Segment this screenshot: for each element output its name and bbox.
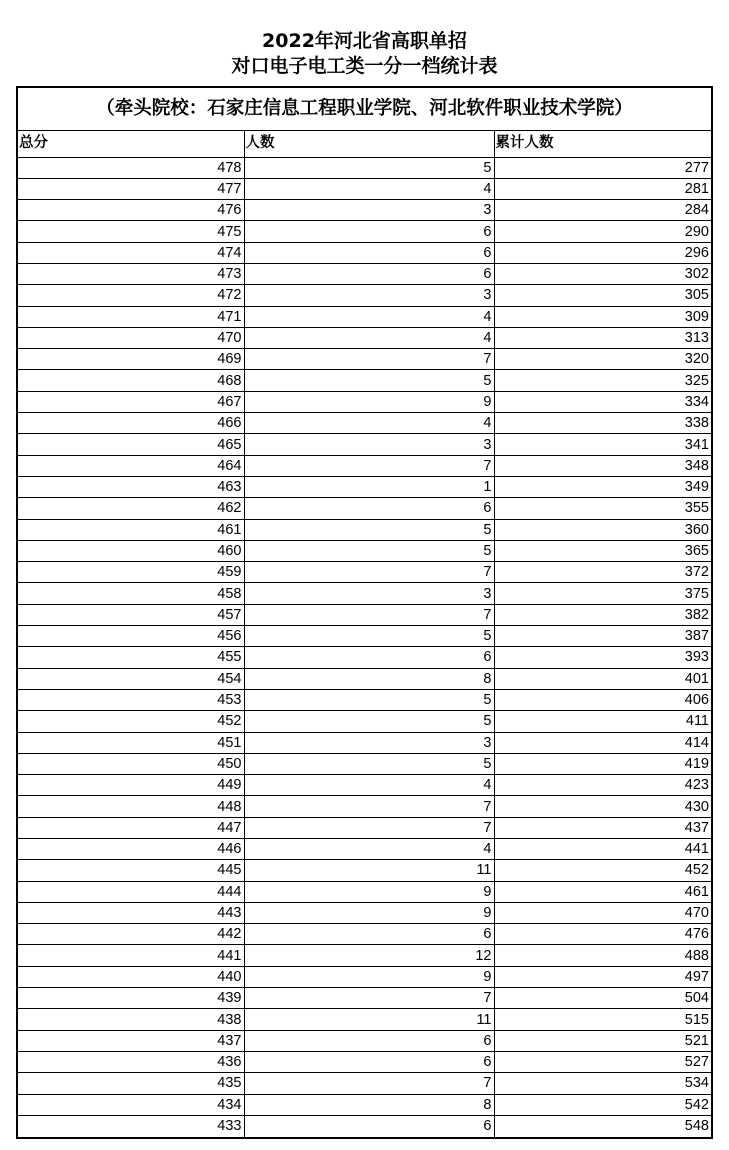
count-cell: 4 [244, 178, 494, 199]
count-cell: 9 [244, 881, 494, 902]
table-row [18, 1094, 711, 1115]
score-cell: 466 [18, 413, 244, 434]
count-cell: 6 [244, 1115, 494, 1136]
count-cell: 4 [244, 306, 494, 327]
count-cell: 5 [244, 689, 494, 710]
count-cell: 11 [244, 1009, 494, 1030]
table-row [18, 263, 711, 284]
score-cell: 465 [18, 434, 244, 455]
score-cell: 473 [18, 263, 244, 284]
count-cell: 3 [244, 200, 494, 221]
count-cell: 8 [244, 668, 494, 689]
table-row [18, 1051, 711, 1072]
table-row [18, 200, 711, 221]
count-cell: 3 [244, 583, 494, 604]
cumulative-count-cell: 372 [494, 562, 711, 583]
table-row [18, 370, 711, 391]
score-cell: 468 [18, 370, 244, 391]
table-row [18, 349, 711, 370]
cumulative-count-cell: 284 [494, 200, 711, 221]
cumulative-count-cell: 406 [494, 689, 711, 710]
cumulative-count-cell: 534 [494, 1073, 711, 1094]
score-cell: 475 [18, 221, 244, 242]
cumulative-count-cell: 393 [494, 647, 711, 668]
table-row [18, 157, 711, 178]
table-row [18, 540, 711, 561]
cumulative-count-cell: 470 [494, 902, 711, 923]
score-cell: 444 [18, 881, 244, 902]
score-cell: 459 [18, 562, 244, 583]
count-cell: 6 [244, 1051, 494, 1072]
score-cell: 447 [18, 817, 244, 838]
count-cell: 6 [244, 1030, 494, 1051]
cumulative-count-cell: 375 [494, 583, 711, 604]
cumulative-count-cell: 414 [494, 732, 711, 753]
table-row [18, 796, 711, 817]
cumulative-count-cell: 548 [684, 1118, 709, 1135]
score-cell: 461 [18, 519, 244, 540]
cumulative-count-cell: 338 [494, 413, 711, 434]
cumulative-count-cell: 325 [494, 370, 711, 391]
count-cell: 7 [244, 349, 494, 370]
table-body [18, 157, 711, 1137]
cumulative-count-cell: 504 [494, 988, 711, 1009]
score-cell: 439 [18, 988, 244, 1009]
count-cell: 3 [244, 434, 494, 455]
score-cell: 477 [18, 178, 244, 199]
cumulative-count-cell: 515 [494, 1009, 711, 1030]
table-row [18, 668, 711, 689]
score-cell: 438 [18, 1009, 244, 1030]
table-row [18, 519, 711, 540]
count-cell: 7 [244, 604, 494, 625]
cumulative-count-cell: 290 [494, 221, 711, 242]
score-distribution-table [18, 131, 711, 1137]
cumulative-count-cell: 355 [494, 498, 711, 519]
cumulative-count-cell: 387 [494, 626, 711, 647]
cumulative-count-cell: 497 [494, 966, 711, 987]
table-row [18, 966, 711, 987]
cumulative-count-cell: 437 [494, 817, 711, 838]
score-cell: 456 [18, 626, 244, 647]
count-cell: 3 [244, 285, 494, 306]
score-cell: 437 [18, 1030, 244, 1051]
cumulative-count-cell: 488 [494, 945, 711, 966]
cumulative-count-cell: 527 [494, 1051, 711, 1072]
count-cell: 6 [244, 221, 494, 242]
table-row [18, 860, 711, 881]
score-cell: 469 [18, 349, 244, 370]
count-cell: 6 [244, 647, 494, 668]
score-cell: 457 [18, 604, 244, 625]
count-cell: 6 [244, 498, 494, 519]
cumulative-count-cell: 419 [494, 753, 711, 774]
score-cell: 442 [18, 924, 244, 945]
count-cell: 9 [244, 902, 494, 923]
cumulative-count-cell: 521 [494, 1030, 711, 1051]
score-cell: 445 [18, 860, 244, 881]
count-cell: 1 [244, 476, 494, 497]
score-cell: 464 [18, 455, 244, 476]
cumulative-count-cell: 302 [494, 263, 711, 284]
count-cell: 6 [244, 242, 494, 263]
score-cell: 463 [18, 476, 244, 497]
count-cell: 9 [244, 391, 494, 412]
table-row [18, 476, 711, 497]
table-row [18, 1030, 711, 1051]
count-cell: 5 [244, 519, 494, 540]
cumulative-count-cell: 452 [494, 860, 711, 881]
count-cell: 4 [244, 413, 494, 434]
header-total-score: 总分 [18, 131, 244, 157]
count-cell: 11 [244, 860, 494, 881]
score-cell: 460 [18, 540, 244, 561]
cumulative-count-cell: 411 [494, 711, 711, 732]
table-row [18, 1115, 711, 1136]
lead-schools-caption: （牵头院校：石家庄信息工程职业学院、河北软件职业技术学院） [18, 88, 711, 131]
count-cell: 8 [244, 1094, 494, 1115]
cumulative-count-cell: 423 [494, 775, 711, 796]
table-row [18, 1009, 711, 1030]
count-cell: 5 [244, 370, 494, 391]
score-cell: 435 [18, 1073, 244, 1094]
count-cell: 5 [244, 540, 494, 561]
cumulative-count-cell: 320 [494, 349, 711, 370]
table-row [18, 178, 711, 199]
cumulative-count-cell: 441 [494, 839, 711, 860]
count-cell: 7 [244, 817, 494, 838]
table-row [18, 647, 711, 668]
table-row [18, 626, 711, 647]
count-cell: 9 [244, 966, 494, 987]
cumulative-count-cell: 277 [494, 157, 711, 178]
cumulative-count-cell: 305 [494, 285, 711, 306]
count-cell: 5 [244, 626, 494, 647]
table-row [18, 711, 711, 732]
score-cell: 470 [18, 327, 244, 348]
table-row [18, 689, 711, 710]
cumulative-count-cell: 476 [494, 924, 711, 945]
score-cell: 476 [18, 200, 244, 221]
count-cell: 7 [244, 1073, 494, 1094]
table-row [18, 455, 711, 476]
cumulative-count-cell: 430 [494, 796, 711, 817]
score-cell: 446 [18, 839, 244, 860]
table-row [18, 221, 711, 242]
score-cell: 453 [18, 689, 244, 710]
score-cell: 433 [18, 1115, 244, 1136]
score-cell: 472 [18, 285, 244, 306]
count-cell: 7 [244, 796, 494, 817]
count-cell: 7 [244, 562, 494, 583]
table-row [18, 242, 711, 263]
score-cell: 474 [18, 242, 244, 263]
cumulative-count-cell: 334 [494, 391, 711, 412]
table-row [18, 881, 711, 902]
score-cell: 443 [18, 902, 244, 923]
table-row [18, 988, 711, 1009]
table-row [18, 775, 711, 796]
score-cell: 458 [18, 583, 244, 604]
table-row [18, 562, 711, 583]
table-row [18, 327, 711, 348]
table-row [18, 732, 711, 753]
score-cell: 454 [18, 668, 244, 689]
cumulative-count-cell: 313 [494, 327, 711, 348]
table-row [18, 285, 711, 306]
table-row [18, 753, 711, 774]
table-row [18, 498, 711, 519]
score-cell: 449 [18, 775, 244, 796]
score-cell: 448 [18, 796, 244, 817]
table-row [18, 434, 711, 455]
table-row [18, 306, 711, 327]
cumulative-count-cell: 296 [494, 242, 711, 263]
count-cell: 4 [244, 839, 494, 860]
count-cell: 7 [244, 455, 494, 476]
table-row [18, 413, 711, 434]
document-title-line2: 对口电子电工类一分一档统计表 [231, 55, 498, 77]
cumulative-count-cell: 365 [494, 540, 711, 561]
score-cell: 462 [18, 498, 244, 519]
count-cell: 4 [244, 327, 494, 348]
table-row [18, 583, 711, 604]
score-cell: 434 [18, 1094, 244, 1115]
table-row [18, 817, 711, 838]
count-cell: 12 [244, 945, 494, 966]
table-row [18, 839, 711, 860]
score-cell: 478 [18, 157, 244, 178]
table-row [18, 924, 711, 945]
score-cell: 450 [18, 753, 244, 774]
cumulative-count-cell: 461 [494, 881, 711, 902]
score-table-container [16, 86, 713, 1139]
cumulative-count-cell: 309 [494, 306, 711, 327]
table-row [18, 902, 711, 923]
count-cell: 6 [244, 263, 494, 284]
cumulative-count-cell: 360 [494, 519, 711, 540]
table-row [18, 604, 711, 625]
cumulative-count-cell: 281 [494, 178, 711, 199]
document-title-line1: 2022年河北省高职单招 [262, 30, 467, 52]
count-cell: 5 [244, 711, 494, 732]
cumulative-count-cell: 542 [494, 1094, 711, 1115]
table-row [18, 1073, 711, 1094]
count-cell: 7 [244, 988, 494, 1009]
score-cell: 467 [18, 391, 244, 412]
cumulative-count-cell: 349 [494, 476, 711, 497]
header-cumulative-count: 累计人数 [494, 131, 711, 157]
cumulative-count-cell: 348 [494, 455, 711, 476]
count-cell: 6 [244, 924, 494, 945]
table-header-row [18, 131, 711, 157]
score-cell: 451 [18, 732, 244, 753]
score-cell: 440 [18, 966, 244, 987]
score-cell: 452 [18, 711, 244, 732]
count-cell: 4 [244, 775, 494, 796]
cumulative-count-cell: 401 [494, 668, 711, 689]
score-cell: 441 [18, 945, 244, 966]
table-row [18, 945, 711, 966]
score-cell: 471 [18, 306, 244, 327]
table-row [18, 391, 711, 412]
score-cell: 436 [18, 1051, 244, 1072]
cumulative-count-cell: 341 [494, 434, 711, 455]
score-cell: 455 [18, 647, 244, 668]
count-cell: 3 [244, 732, 494, 753]
count-cell: 5 [244, 753, 494, 774]
header-count: 人数 [244, 131, 494, 157]
cumulative-count-cell: 382 [494, 604, 711, 625]
count-cell: 5 [244, 157, 494, 178]
